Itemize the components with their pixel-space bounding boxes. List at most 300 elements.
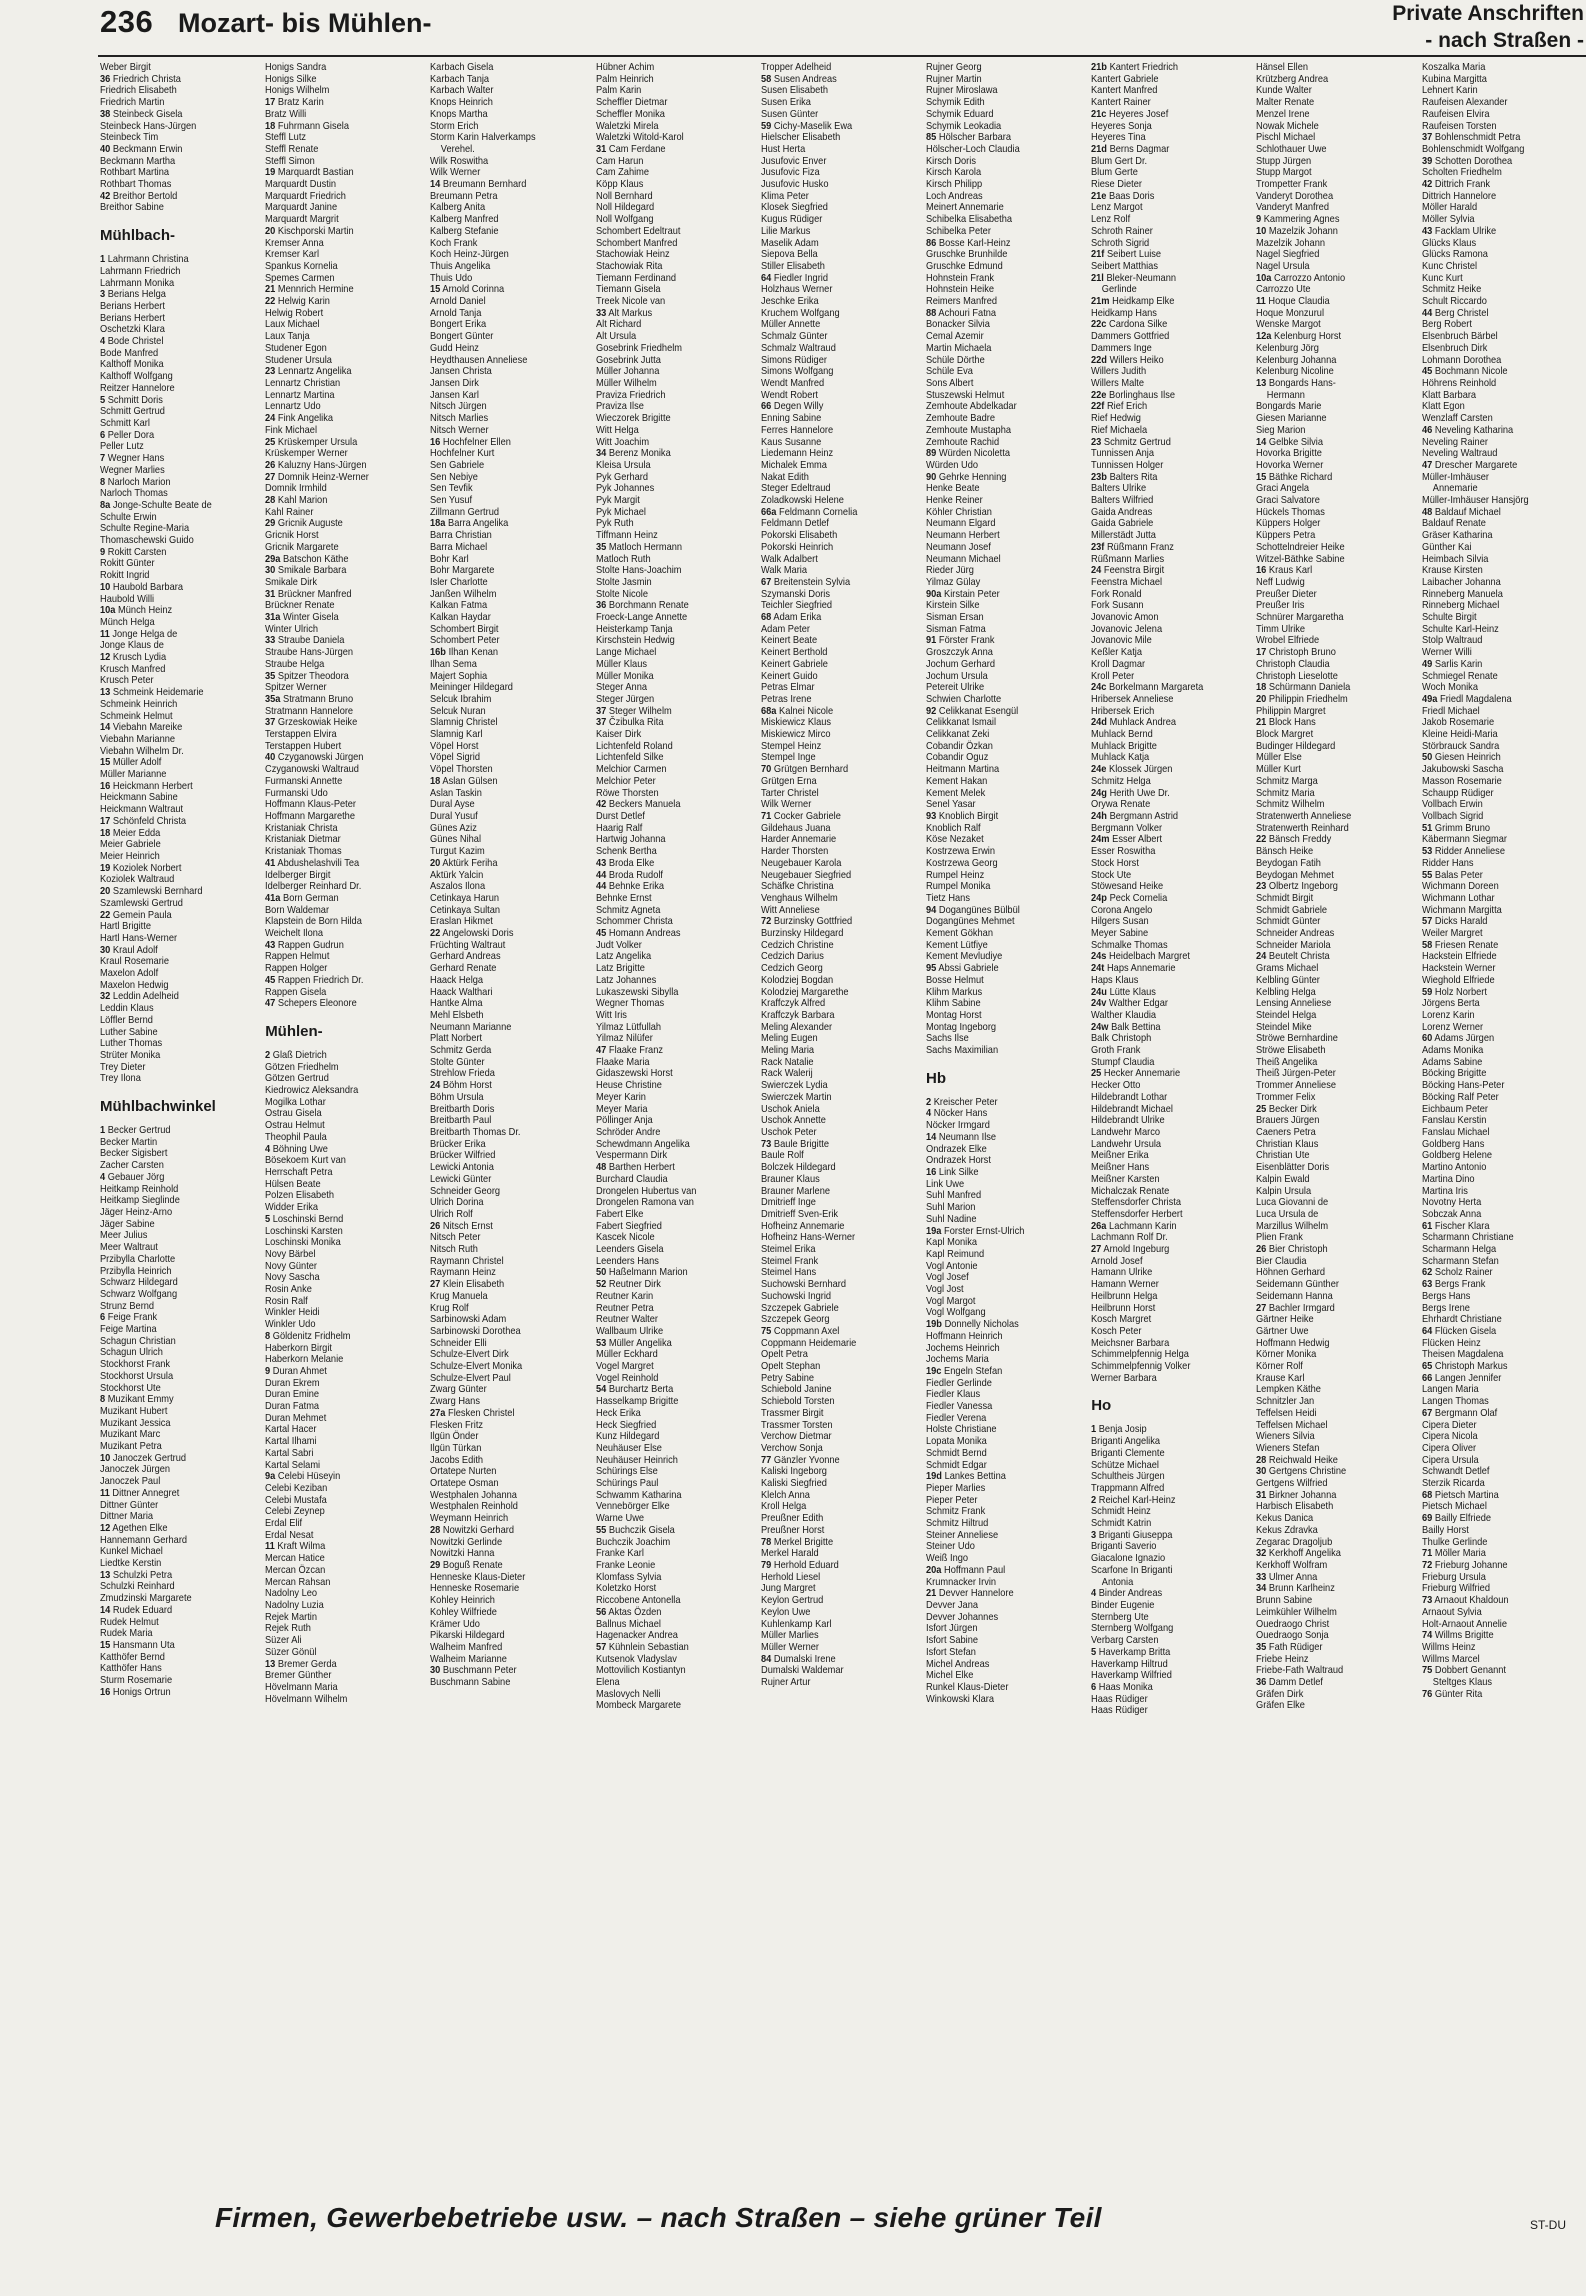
house-number: 48 xyxy=(595,1162,606,1174)
house-number: 57 xyxy=(595,1641,606,1653)
resident-name: Duran Mehmet xyxy=(265,1412,327,1424)
resident-name: Neumann Michael xyxy=(926,553,1001,565)
directory-entry xyxy=(1091,1139,1223,1151)
directory-entry xyxy=(430,1490,562,1502)
resident-name: Balk Christoph xyxy=(1091,1033,1152,1045)
directory-entry xyxy=(265,343,397,355)
directory-entry xyxy=(1091,191,1223,203)
directory-entry xyxy=(596,1443,728,1455)
directory-entry xyxy=(430,1619,562,1631)
resident-name: Bohr Margarete xyxy=(430,565,495,577)
directory-entry xyxy=(926,554,1058,566)
directory-entry xyxy=(1256,577,1388,589)
directory-entry xyxy=(1422,834,1554,846)
directory-entry xyxy=(1256,132,1388,144)
house-number: 18 xyxy=(100,827,111,839)
resident-name: Gertgens Christine xyxy=(1269,1466,1347,1478)
resident-name: Preußer Iris xyxy=(1256,600,1305,612)
directory-entry xyxy=(1422,764,1554,776)
directory-entry xyxy=(926,1460,1058,1472)
directory-entry xyxy=(1422,249,1554,261)
directory-entry xyxy=(761,940,893,952)
directory-entry xyxy=(596,1080,728,1092)
resident-name: Maselik Adam xyxy=(760,237,819,249)
resident-name: Böhning Uwe xyxy=(272,1143,329,1155)
house-number: 12a xyxy=(1256,331,1272,343)
directory-entry xyxy=(1091,729,1223,741)
directory-entry xyxy=(100,746,232,758)
house-number: 27 xyxy=(265,471,276,483)
resident-name: Kristaniak Dietmar xyxy=(265,834,341,846)
resident-name: Bongert Erika xyxy=(430,319,487,331)
house-number: 37 xyxy=(265,717,276,729)
directory-entry xyxy=(761,378,893,390)
resident-name: Tropper Adelheid xyxy=(760,62,832,73)
resident-name: Koziolek Norbert xyxy=(112,862,182,874)
directory-entry xyxy=(1422,343,1554,355)
resident-name: Müller Werner xyxy=(760,1641,819,1653)
resident-name: Reutner Karin xyxy=(595,1290,653,1302)
directory-entry xyxy=(761,1022,893,1034)
resident-name: Schürings Else xyxy=(595,1466,658,1478)
resident-name: Ostrau Helmut xyxy=(265,1120,325,1132)
resident-name: Schombert Peter xyxy=(430,635,500,647)
directory-entry xyxy=(1422,1209,1554,1221)
directory-entry xyxy=(761,799,893,811)
resident-name: Schmiegel Renate xyxy=(1421,670,1498,682)
directory-entry xyxy=(1422,1501,1554,1513)
directory-entry xyxy=(1422,378,1554,390)
resident-name: Frieburg Johanne xyxy=(1434,1560,1508,1571)
directory-entry xyxy=(1091,635,1223,647)
resident-name: Kirsch Philipp xyxy=(926,179,983,191)
resident-name: Giesen Heinrich xyxy=(1434,752,1501,764)
resident-name: Steger Wilhelm xyxy=(608,705,672,717)
directory-entry xyxy=(926,928,1058,940)
resident-name: Leddin Klaus xyxy=(100,1003,154,1015)
house-number: 10 xyxy=(100,581,111,593)
resident-name: Rujner Georg xyxy=(926,62,982,73)
resident-name: Malter Renate xyxy=(1256,97,1315,109)
house-number: 20a xyxy=(926,1564,942,1576)
directory-entry xyxy=(1091,121,1223,133)
resident-name: Kroll Dagmar xyxy=(1091,658,1146,670)
resident-name: Idelberger Reinhard Dr. xyxy=(265,881,362,893)
resident-name: Cipera Oliver xyxy=(1421,1442,1476,1454)
resident-name: Münch Heinz xyxy=(118,605,173,617)
directory-entry xyxy=(1422,729,1554,741)
directory-entry xyxy=(1091,343,1223,355)
resident-name: Tiemann Gisela xyxy=(595,284,661,296)
resident-name: Heitkamp Sieglinde xyxy=(100,1195,180,1207)
resident-name: Müller Monika xyxy=(595,670,654,682)
resident-name: Kalthoff Wolfgang xyxy=(100,371,173,383)
resident-name: Breitbarth Thomas Dr. xyxy=(430,1126,521,1138)
directory-entry xyxy=(1091,97,1223,109)
resident-name: Bode Christel xyxy=(107,336,164,348)
resident-name: Müller Wilhelm xyxy=(595,377,657,389)
directory-entry xyxy=(430,97,562,109)
resident-name: Knops Heinrich xyxy=(430,97,494,109)
resident-name: Thuis Udo xyxy=(430,272,473,284)
resident-name: Drongelen Ramona van xyxy=(595,1197,694,1209)
resident-name: Dammers Gottfried xyxy=(1091,331,1170,343)
resident-name: Wieczorek Brigitte xyxy=(595,413,671,425)
directory-entry xyxy=(926,97,1058,109)
directory-entry xyxy=(926,846,1058,858)
directory-entry xyxy=(430,366,562,378)
directory-entry xyxy=(926,1190,1058,1202)
directory-entry xyxy=(1422,1256,1554,1268)
resident-name: Graci Salvatore xyxy=(1256,495,1321,507)
directory-entry xyxy=(100,465,232,477)
directory-entry xyxy=(430,951,562,963)
directory-entry xyxy=(596,1455,728,1467)
directory-entry xyxy=(1422,1115,1554,1127)
directory-entry xyxy=(1256,788,1388,800)
resident-name: Neumann Josef xyxy=(926,541,991,553)
directory-entry xyxy=(100,109,232,121)
directory-entry xyxy=(926,460,1058,472)
resident-name: Fuhrmann Gisela xyxy=(278,120,350,132)
resident-name: Dogangünes Bülbül xyxy=(938,904,1020,916)
house-number: 58 xyxy=(1421,939,1432,951)
resident-name: Haubold Willi xyxy=(100,593,155,605)
resident-name: Krug Rolf xyxy=(430,1302,470,1314)
directory-entry xyxy=(265,1530,397,1542)
resident-name: Palm Karin xyxy=(595,85,641,97)
directory-entry xyxy=(1422,1537,1554,1549)
resident-name: Wilk Roswitha xyxy=(430,155,489,167)
directory-entry xyxy=(596,401,728,413)
directory-entry xyxy=(430,1431,562,1443)
resident-name: Neugebauer Karola xyxy=(760,857,842,869)
house-number: 5 xyxy=(265,1213,271,1225)
directory-entry xyxy=(430,1630,562,1642)
house-number: 7 xyxy=(100,453,106,465)
resident-name: Süzer Ali xyxy=(265,1635,302,1647)
resident-name: Westphalen Reinhold xyxy=(430,1501,519,1513)
resident-name: Schagun Christian xyxy=(100,1335,176,1347)
directory-entry xyxy=(265,518,397,530)
directory-entry xyxy=(1256,273,1388,285)
directory-entry xyxy=(1091,437,1223,449)
directory-entry xyxy=(596,62,728,74)
directory-entry xyxy=(430,741,562,753)
directory-entry xyxy=(265,472,397,484)
resident-name: Schotten Dorothea xyxy=(1434,155,1512,167)
resident-name: Reichel Karl-Heinz xyxy=(1098,1494,1176,1506)
resident-name: Dittner Günter xyxy=(100,1499,159,1511)
directory-entry xyxy=(265,565,397,577)
directory-entry xyxy=(1256,1490,1388,1502)
resident-name: Meer Julius xyxy=(100,1230,148,1242)
directory-entry xyxy=(1422,1104,1554,1116)
resident-name: Breitenstein Sylvia xyxy=(773,576,850,588)
directory-entry xyxy=(265,261,397,273)
directory-entry xyxy=(1091,1659,1223,1671)
resident-name: Luther Thomas xyxy=(100,1038,163,1050)
house-number: 20 xyxy=(1256,693,1267,705)
resident-name: Kartal Ilhami xyxy=(265,1436,317,1448)
resident-name: Kement Mevludiye xyxy=(926,951,1003,963)
directory-entry xyxy=(761,1361,893,1373)
directory-entry xyxy=(596,1033,728,1045)
resident-name: Schmalz Günter xyxy=(760,331,828,343)
directory-entry xyxy=(265,671,397,683)
resident-name: Majert Sophia xyxy=(430,670,488,682)
directory-entry xyxy=(926,214,1058,226)
resident-name: Rosin Anke xyxy=(265,1284,313,1296)
resident-name: Stolte Günter xyxy=(430,1056,485,1068)
house-number: 15 xyxy=(430,284,441,296)
directory-entry xyxy=(1091,1244,1223,1256)
resident-name: Homann Andreas xyxy=(608,928,681,940)
directory-entry xyxy=(1422,846,1554,858)
directory-entry xyxy=(1091,1541,1223,1553)
resident-name: Ilhan Sema xyxy=(430,658,478,670)
resident-name: Spemes Carmen xyxy=(265,272,335,284)
directory-entry xyxy=(1422,472,1554,484)
resident-name: Erdal Elif xyxy=(265,1518,303,1530)
directory-entry xyxy=(926,390,1058,402)
directory-entry xyxy=(1422,1326,1554,1338)
directory-entry xyxy=(596,1186,728,1198)
resident-name: Böhm Ursula xyxy=(430,1091,484,1103)
directory-entry xyxy=(596,1630,728,1642)
directory-entry xyxy=(596,1607,728,1619)
resident-name: Senel Yasar xyxy=(926,799,976,811)
directory-entry xyxy=(1256,729,1388,741)
directory-entry xyxy=(265,179,397,191)
directory-entry xyxy=(100,640,232,652)
directory-entry xyxy=(265,1319,397,1331)
resident-name: Berg Christel xyxy=(1434,307,1489,319)
directory-entry xyxy=(1091,483,1223,495)
directory-entry xyxy=(761,1420,893,1432)
resident-name: Millerstädt Jutta xyxy=(1091,530,1157,542)
resident-name: Winter Ulrich xyxy=(265,623,319,635)
resident-name: Aktürk Feriha xyxy=(442,857,498,869)
resident-name: Wieghold Elfriede xyxy=(1421,974,1495,986)
directory-entry xyxy=(100,313,232,325)
resident-name: Knops Martha xyxy=(430,108,489,120)
directory-entry xyxy=(430,975,562,987)
resident-name: Latz Angelika xyxy=(595,951,651,963)
resident-name: Yilmaz Gülay xyxy=(926,576,981,588)
resident-name: Vogl Jost xyxy=(926,1284,964,1296)
resident-name: Jacobs Edith xyxy=(430,1454,484,1466)
resident-name: Keinert Gabriele xyxy=(760,658,828,670)
house-number: 16 xyxy=(430,436,441,448)
house-number: 77 xyxy=(760,1454,772,1466)
directory-entry xyxy=(100,1160,232,1172)
resident-name: Rieder Jürg xyxy=(926,565,974,577)
directory-entry xyxy=(100,371,232,383)
directory-entry xyxy=(100,1266,232,1278)
resident-name: Hoque Claudia xyxy=(1268,296,1331,308)
directory-entry xyxy=(1256,518,1388,530)
resident-name: Hagenacker Andrea xyxy=(595,1630,678,1642)
directory-entry xyxy=(1091,144,1223,156)
resident-name: Neuhäuser Heinrich xyxy=(595,1454,678,1466)
directory-entry xyxy=(265,167,397,179)
resident-name: Glücks Ramona xyxy=(1421,249,1488,261)
resident-name: Novy Bärbel xyxy=(265,1248,316,1260)
resident-name: Latz Johannes xyxy=(595,974,656,986)
directory-entry xyxy=(1256,1244,1388,1256)
directory-entry xyxy=(430,1256,562,1268)
directory-entry xyxy=(265,1483,397,1495)
resident-name: Hovorka Brigitte xyxy=(1256,448,1323,460)
house-number: 21c xyxy=(1091,108,1107,120)
resident-name: Günther Kai xyxy=(1421,541,1472,553)
directory-entry xyxy=(1091,1279,1223,1291)
directory-entry xyxy=(1422,916,1554,928)
resident-name: Michalczak Renate xyxy=(1091,1185,1170,1197)
directory-entry xyxy=(430,1384,562,1396)
directory-entry xyxy=(596,589,728,601)
resident-name: Fork Ronald xyxy=(1091,588,1142,600)
resident-name: Haßelmann Marion xyxy=(608,1267,688,1279)
directory-entry xyxy=(596,811,728,823)
directory-entry xyxy=(761,1209,893,1221)
resident-name: Laibacher Johanna xyxy=(1421,576,1501,588)
resident-name: Bier Christoph xyxy=(1269,1244,1329,1256)
resident-name: Loschinski Bernd xyxy=(272,1213,344,1225)
directory-entry xyxy=(926,1097,1058,1109)
directory-entry xyxy=(430,659,562,671)
directory-entry xyxy=(926,74,1058,86)
resident-name: Schnitzler Jan xyxy=(1256,1396,1315,1408)
resident-name: Flücken Heinz xyxy=(1421,1337,1481,1349)
directory-entry xyxy=(596,495,728,507)
resident-name: Brückner Manfred xyxy=(278,588,352,600)
resident-name: Heisterkamp Tanja xyxy=(595,623,673,635)
resident-name: Stuszewski Helmut xyxy=(926,389,1005,401)
resident-name: Bleker-Neumann xyxy=(1106,272,1177,284)
resident-name: Aszalos Ilona xyxy=(430,881,486,893)
resident-name: Schmitz Hiltrud xyxy=(926,1518,989,1530)
house-number: 24t xyxy=(1091,963,1105,975)
directory-entry xyxy=(1422,109,1554,121)
resident-name: Spitzer Theodora xyxy=(278,670,350,682)
directory-entry xyxy=(1422,554,1554,566)
resident-name: Brauers Jürgen xyxy=(1256,1115,1320,1127)
directory-entry xyxy=(100,430,232,442)
resident-name: Holzhaus Werner xyxy=(760,284,833,296)
resident-name: Zemhoute Rachid xyxy=(926,436,1000,448)
directory-entry xyxy=(1091,1647,1223,1659)
directory-entry xyxy=(1422,1408,1554,1420)
resident-name: Schult Riccardo xyxy=(1421,296,1487,308)
house-number: 68a xyxy=(760,705,777,717)
directory-entry xyxy=(1091,331,1223,343)
house-number: 86 xyxy=(926,237,937,249)
directory-entry xyxy=(596,1162,728,1174)
resident-name: Schombert Edeltraut xyxy=(595,225,681,237)
directory-entry xyxy=(1091,940,1223,952)
resident-name: Schmidt Heinz xyxy=(1091,1506,1151,1518)
resident-name: Gelbke Silvia xyxy=(1269,436,1324,448)
directory-entry xyxy=(265,916,397,928)
directory-entry xyxy=(1422,1396,1554,1408)
directory-entry xyxy=(100,477,232,489)
resident-name: Meißner Erika xyxy=(1091,1150,1149,1162)
resident-name: Zemhoute Badre xyxy=(926,413,996,425)
directory-entry xyxy=(265,1471,397,1483)
directory-entry xyxy=(430,1221,562,1233)
resident-name: Schmitz Gertrud xyxy=(1104,436,1172,448)
directory-entry xyxy=(265,928,397,940)
resident-name: Willms Heinz xyxy=(1421,1641,1476,1653)
resident-name: Friedl Magdalena xyxy=(1439,693,1512,705)
directory-entry xyxy=(1422,460,1554,472)
directory-entry xyxy=(100,1593,232,1605)
resident-name: Hofheinz Annemarie xyxy=(760,1220,845,1232)
house-number: 24s xyxy=(1091,951,1107,963)
resident-name: Stolte Nicole xyxy=(595,588,648,600)
directory-entry xyxy=(265,764,397,776)
resident-name: Höhrens Reinhold xyxy=(1421,377,1496,389)
resident-name: Carrozzo Antonio xyxy=(1274,272,1346,284)
directory-entry xyxy=(596,1314,728,1326)
directory-entry xyxy=(265,834,397,846)
resident-name: Cetinkaya Sultan xyxy=(430,904,501,916)
directory-entry xyxy=(1422,963,1554,975)
directory-entry xyxy=(1422,635,1554,647)
directory-entry xyxy=(596,1537,728,1549)
house-number: 25 xyxy=(265,436,276,448)
directory-entry xyxy=(761,1232,893,1244)
house-number: 24d xyxy=(1091,717,1108,729)
directory-entry xyxy=(430,612,562,624)
resident-name: Haas Monika xyxy=(1098,1681,1154,1693)
resident-name: Carrozzo Ute xyxy=(1256,284,1311,296)
directory-entry xyxy=(1091,1705,1223,1717)
directory-entry xyxy=(265,694,397,706)
directory-entry xyxy=(430,132,562,144)
directory-entry xyxy=(761,366,893,378)
directory-entry xyxy=(596,1501,728,1513)
directory-entry xyxy=(1256,1080,1388,1092)
directory-entry xyxy=(1422,1677,1554,1689)
resident-name: Schymik Eduard xyxy=(926,108,994,120)
resident-name: Peller Dora xyxy=(107,429,155,441)
resident-name: Breithor Bertold xyxy=(112,190,178,202)
directory-entry xyxy=(926,1413,1058,1425)
resident-name: Flesken Fritz xyxy=(430,1419,484,1431)
directory-entry xyxy=(265,1296,397,1308)
directory-entry xyxy=(1256,799,1388,811)
resident-name: Stratmann Hannelore xyxy=(265,705,354,717)
resident-name: Kantert Gabriele xyxy=(1091,73,1159,85)
house-number: 33 xyxy=(1256,1571,1267,1583)
resident-name: Venghaus Wilhelm xyxy=(760,892,838,904)
directory-entry xyxy=(1256,987,1388,999)
directory-entry xyxy=(430,1373,562,1385)
resident-name: Balas Peter xyxy=(1434,869,1483,881)
directory-entry xyxy=(265,951,397,963)
directory-entry xyxy=(596,1244,728,1256)
resident-name: Luca Giovanni de xyxy=(1256,1197,1329,1209)
directory-entry xyxy=(1091,1010,1223,1022)
directory-entry xyxy=(100,1359,232,1371)
directory-entry xyxy=(1091,413,1223,425)
resident-name: Steindel Mike xyxy=(1256,1021,1313,1033)
resident-name: Henke Beate xyxy=(926,483,980,495)
resident-name: Fath Rüdiger xyxy=(1269,1641,1323,1653)
